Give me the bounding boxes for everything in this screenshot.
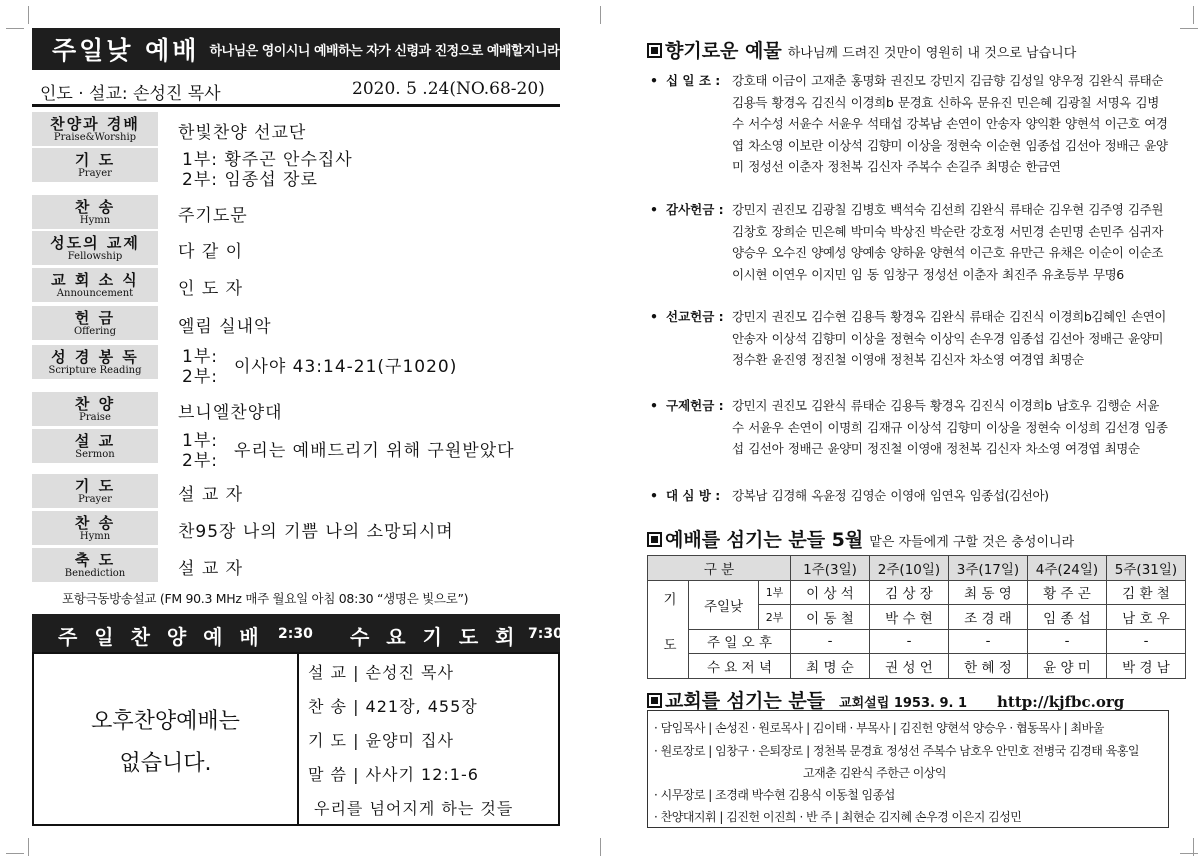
offering-section-title: [647, 36, 1076, 63]
order-content: 설 교 자: [178, 485, 244, 505]
table-cell: -: [1107, 629, 1186, 654]
table-cell: 윤 양 미: [1028, 654, 1107, 679]
servants-title: 예배를 섬기는 분들 5월: [665, 529, 864, 551]
offering-label: 구제헌금 :: [666, 398, 724, 413]
order-content: 찬95장 나의 기쁨 나의 소망되시며: [178, 522, 454, 542]
afternoon-box: [32, 652, 560, 826]
order-label: [32, 392, 158, 426]
order-label-korean: 성 경 봉 독: [51, 348, 139, 366]
wednesday-title: 수 요 기 도 회: [350, 625, 520, 649]
no-service-notice: 오후찬양예배는: [91, 709, 240, 734]
order-label-korean: 찬 송: [74, 514, 116, 532]
order-label-korean: 성도의 교제: [50, 234, 140, 252]
square-bullet-icon: [647, 43, 662, 58]
crop-mark: [600, 6, 601, 24]
table-cell: 김 상 장: [870, 580, 949, 605]
wednesday-line: 우리를 넘어지게 하는 것들: [314, 799, 514, 818]
order-label-english: Benediction: [64, 568, 126, 579]
offering-label: 십 일 조 :: [666, 73, 721, 88]
bulletin-date: 2020. 5 .24(NO.68-20): [352, 79, 545, 99]
crop-mark: [6, 28, 24, 46]
order-label-english: Offering: [73, 326, 117, 337]
order-row: [32, 345, 560, 387]
order-label-korean: 설 교: [74, 432, 116, 450]
table-row: [648, 629, 1186, 654]
staff-line: 고재춘 김완식 주한근 이상익: [803, 766, 947, 780]
staff-line: · 시무장로 | 조경래 박수현 김용식 이동철 임종섭: [654, 788, 895, 802]
radio-notice: 포항극동방송설교 (FM 90.3 MHz 매주 월요일 아침 08:30 “생명은 빛으로”): [62, 591, 469, 606]
no-service-notice: 없습니다.: [119, 751, 212, 776]
staff-line: · 담임목사 | 손성진 · 원로목사 | 김이태 · 부목사 | 김진헌 양현석 양승우 · 협동목사 | 최바울: [654, 721, 1104, 735]
offering-label: 선교헌금 :: [666, 309, 724, 324]
offering-names: 강민지 권진모 김완식 류태순 김용득 황경옥 김진식 이경희b 남호우 김행순 서윤수 서윤우 손연이 이명희 김재규 이상석 김향미 이상을 정현숙 이성희 김선경 임종섭 김선아 정배근 윤양미 정진철 이영애 정천복 김신자 차소영 여경엽 최명순: [732, 398, 1168, 457]
wednesday-line: 말 씀 | 사사기 12:1-6: [308, 765, 479, 784]
divider: [297, 654, 299, 824]
order-label-english: Announcement: [56, 288, 134, 299]
offering-title: 향기로운 예물: [665, 40, 782, 62]
order-row: [32, 429, 560, 471]
bullet-icon: •: [650, 202, 658, 217]
table-cell: -: [870, 629, 949, 654]
church-founded: 교회설립 1953. 9. 1: [839, 696, 968, 711]
crop-mark: [600, 838, 601, 856]
bullet-icon: •: [650, 488, 658, 503]
order-row: [32, 231, 560, 265]
order-label: [32, 268, 158, 302]
table-cell: 박 수 현: [870, 605, 949, 630]
servants-section-title: [647, 525, 1074, 552]
order-row: [32, 148, 560, 190]
church-title: 교회를 섬기는 분들: [665, 690, 826, 712]
order-content-line: 1부: 황주곤 안수집사: [182, 150, 353, 170]
order-content: 브니엘찬양대: [178, 403, 283, 423]
order-content: 우리는 예배드리기 위해 구원받았다: [234, 441, 515, 461]
service-title: 주일낮 예배: [52, 36, 200, 65]
offering-subtitle: 하나님께 드려진 것만이 영원히 내 것으로 남습니다: [787, 46, 1077, 61]
table-cell: 2부: [759, 605, 791, 630]
table-header-cell: 2주(10일): [870, 556, 949, 581]
table-cell: 최 동 영: [949, 580, 1028, 605]
divider: [32, 104, 560, 107]
table-cell: 남 호 우: [1107, 605, 1186, 630]
afternoon-title: 주 일 찬 양 예 배: [58, 625, 264, 649]
order-label: [32, 345, 158, 379]
order-content: 한빛찬양 선교단: [178, 123, 307, 143]
order-label-english: Hymn: [79, 531, 111, 542]
service-header: [32, 28, 560, 70]
order-label-english: Hymn: [79, 215, 111, 226]
order-content: 인 도 자: [178, 279, 244, 299]
table-cell: -: [791, 629, 870, 654]
order-row: [32, 474, 560, 508]
offering-list-item: [650, 199, 1170, 285]
offering-names: 강호태 이금이 고재춘 홍명화 권진모 강민지 김금향 김성일 양우정 김완식 류태순 김용득 황경옥 김진식 이경희b 문경효 신하옥 문유진 민은혜 김광칠 서명옥 김병수 서수성 서윤수 서윤우 석태섭 강복남 손연이 안송자 양익환 양현석 이근호 여경엽 차소영 이보란 이상석 김향미 이상을 정현숙 이순현 임종섭 김선아 정배근 윤양미 정성선 이춘자 정천복 김신자 주복수 손길주 최명순 한금연: [732, 73, 1168, 175]
table-row: [648, 580, 1186, 605]
staff-line: · 원로장로 | 임창구 · 은퇴장로 | 정천복 문경효 정성선 주복수 남호우 안민호 전병국 김경태 육홍일: [654, 744, 1139, 758]
crop-mark: [1180, 28, 1198, 46]
order-label: [32, 306, 158, 340]
offering-list-item: [650, 395, 1170, 460]
order-label-english: Fellowship: [67, 251, 123, 262]
order-label-korean: 찬양과 경배: [50, 115, 140, 133]
church-url-link[interactable]: http://kjfbc.org: [997, 693, 1125, 711]
crop-mark: [6, 836, 24, 854]
order-row: [32, 392, 560, 426]
order-content-line: 2부:: [182, 451, 218, 471]
offering-names: 강복남 김경해 옥윤정 김영순 이영애 임연옥 임종섭(김선아): [732, 488, 1049, 503]
order-label-korean: 찬 송: [74, 198, 116, 216]
table-cell: 한 혜 정: [949, 654, 1028, 679]
table-header-cell: 구 분: [648, 556, 791, 581]
table-side-label: 기 도: [648, 580, 689, 678]
order-label: [32, 429, 158, 463]
order-content: 이사야 43:14-21(구1020): [234, 357, 458, 377]
table-header-cell: 4주(24일): [1028, 556, 1107, 581]
order-label: [32, 231, 158, 265]
order-content: 다 같 이: [178, 242, 244, 262]
offering-names: 강민지 권진모 김광칠 김병호 백석숙 김선희 김완식 류태순 김우현 김주영 김주원 김창호 장희순 민은혜 박미숙 박상진 박순란 강호정 서민경 손민명 손민주 심귀자 양승우 오수진 양예성 양예송 양하윤 양현석 이근호 유만근 유채은 이순이 이순조 이시현 이연우 이지민 임 동 임창구 정성선 이춘자 최진주 유초등부 무명6: [732, 202, 1164, 282]
prayer-schedule-table: [647, 555, 1186, 679]
church-section-title: [647, 686, 1124, 713]
square-bullet-icon: [647, 693, 662, 708]
crop-mark: [1180, 836, 1198, 854]
order-content-line: 2부:: [182, 367, 218, 387]
table-cell: 권 성 언: [870, 654, 949, 679]
order-label-english: Prayer: [78, 168, 112, 179]
bullet-icon: •: [650, 309, 658, 324]
order-label-english: Scripture Reading: [48, 365, 142, 376]
order-label: [32, 474, 158, 508]
table-cell: -: [1028, 629, 1107, 654]
order-content-line: 1부:: [182, 347, 218, 367]
crop-mark: [1176, 6, 1194, 24]
order-content-line: 1부:: [182, 431, 218, 451]
wednesday-line: 기 도 | 윤양미 집사: [308, 731, 454, 750]
order-label: [32, 112, 158, 146]
order-label-korean: 기 도: [74, 151, 116, 169]
leader-line: 인도 · 설교: 손성진 목사: [40, 84, 221, 104]
bullet-icon: •: [650, 73, 658, 88]
offering-list-item: [650, 485, 1170, 507]
table-cell: -: [949, 629, 1028, 654]
afternoon-header: [32, 614, 563, 652]
table-header-cell: 5주(31일): [1107, 556, 1186, 581]
order-label-korean: 찬 양: [74, 395, 116, 413]
table-cell: 주일낮: [689, 580, 759, 629]
crop-mark: [28, 838, 46, 856]
crop-mark: [28, 6, 46, 24]
table-header-row: [648, 556, 1186, 581]
table-header-cell: 1주(3일): [791, 556, 870, 581]
table-cell: 임 종 섭: [1028, 605, 1107, 630]
offering-names: 강민지 권진모 김수현 김용득 황경옥 김완식 류태순 김진식 이경희b김혜인 손연이 안송자 이상석 김향미 이상을 정현숙 이상익 손우경 임종섭 김선아 정배근 윤양미 정수환 윤진영 정진철 이영애 정천복 김신자 차소영 여경엽 최명순: [732, 309, 1166, 368]
afternoon-time: 2:30: [278, 626, 313, 642]
order-row: [32, 195, 560, 229]
table-cell: 수 요 저 녁: [689, 654, 791, 679]
order-row: [32, 268, 560, 302]
table-cell: 김 환 철: [1107, 580, 1186, 605]
wednesday-line: 설 교 | 손성진 목사: [308, 663, 454, 682]
staff-line: · 찬양대지휘 | 김진헌 이진희 · 반 주 | 최현순 김지혜 손우경 이은지 김성민: [654, 810, 1022, 824]
table-cell: 황 주 곤: [1028, 580, 1107, 605]
table-header-cell: 3주(17일): [949, 556, 1028, 581]
wednesday-line: 찬 송 | 421장, 455장: [308, 697, 478, 716]
order-label: [32, 195, 158, 229]
offering-list-item: [650, 306, 1170, 371]
staff-box: [647, 710, 1169, 828]
order-label-english: Prayer: [78, 494, 112, 505]
square-bullet-icon: [647, 532, 662, 547]
table-cell: 이 동 철: [791, 605, 870, 630]
order-content-line: 2부: 임종섭 장로: [182, 170, 318, 190]
offering-list-item: [650, 70, 1170, 178]
order-row: [32, 548, 560, 582]
order-content: 주기도문: [178, 206, 248, 226]
order-label-english: Praise&Worship: [53, 132, 137, 143]
order-label-korean: 헌 금: [74, 309, 116, 327]
servants-subtitle: 맡은 자들에게 구할 것은 충성이니라: [869, 535, 1075, 550]
table-cell: 이 상 석: [791, 580, 870, 605]
table-cell: 조 경 래: [949, 605, 1028, 630]
table-cell: 박 경 남: [1107, 654, 1186, 679]
offering-label: 대 심 방 :: [666, 488, 721, 503]
order-label: [32, 511, 158, 545]
order-row: [32, 112, 560, 146]
order-row: [32, 306, 560, 340]
table-row: [648, 654, 1186, 679]
order-content: 엘림 실내악: [178, 317, 272, 337]
order-label-english: Praise: [79, 412, 111, 423]
order-label-korean: 교 회 소 식: [51, 271, 139, 289]
order-label: [32, 148, 158, 182]
bullet-icon: •: [650, 398, 658, 413]
order-row: [32, 511, 560, 545]
order-label-english: Sermon: [75, 449, 115, 460]
order-label: [32, 548, 158, 582]
offering-label: 감사헌금 :: [666, 202, 724, 217]
order-label-korean: 기 도: [74, 477, 116, 495]
order-content: 설 교 자: [178, 559, 244, 579]
wednesday-time: 7:30: [528, 626, 563, 642]
service-subtitle: 하나님은 영이시니 예배하는 자가 신령과 진정으로 예배할지니라: [209, 43, 560, 59]
table-cell: 주 일 오 후: [689, 629, 791, 654]
table-cell: 최 명 순: [791, 654, 870, 679]
order-label-korean: 축 도: [74, 551, 116, 569]
table-cell: 1부: [759, 580, 791, 605]
